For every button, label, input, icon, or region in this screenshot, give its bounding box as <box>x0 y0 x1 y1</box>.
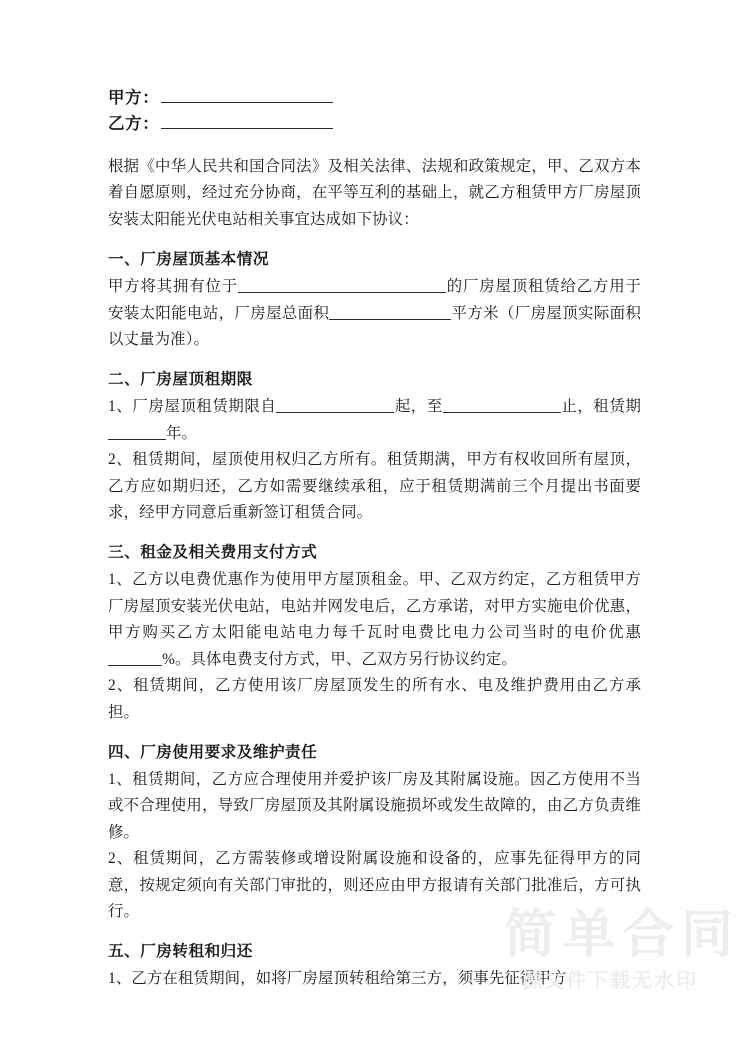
section-body <box>108 394 641 526</box>
clause-paragraph <box>108 673 641 726</box>
section-body <box>108 567 641 725</box>
fill-in-blank[interactable] <box>276 399 394 413</box>
clause-text: 1、厂房屋顶租赁期限自 <box>108 398 277 416</box>
party-label: 乙方： <box>108 114 160 133</box>
contract-section <box>108 939 641 992</box>
party-signature-line <box>108 112 641 136</box>
fill-in-blank[interactable] <box>443 399 561 413</box>
section-body <box>108 274 641 353</box>
clause-paragraph <box>108 447 641 526</box>
clause-text: 起，至 <box>394 398 443 416</box>
clause-paragraph <box>108 394 641 447</box>
party-signature-line <box>108 86 641 110</box>
contract-section <box>108 540 641 725</box>
watermark-sub-text: 源文件下载无水印 <box>522 968 698 992</box>
party-label: 甲方： <box>108 88 160 107</box>
section-heading: 三、租金及相关费用支付方式 <box>108 544 318 562</box>
clause-text: 1、租赁期间，乙方应合理使用并爱护该厂房及其附属设施。因乙方使用不当或不合理使用，导致厂房屋顶及其附属设施损坏或发生故障的，由乙方负责维修。 <box>108 770 641 841</box>
fill-in-blank[interactable] <box>108 426 166 440</box>
clause-text: 平方米（厂房屋顶实际面积以丈量为准）。 <box>108 304 641 349</box>
section-body <box>108 767 641 925</box>
clause-paragraph <box>108 767 641 846</box>
fill-in-blank[interactable] <box>108 652 162 666</box>
clause-paragraph <box>108 846 641 925</box>
clause-text: 的厂房屋顶租赁给乙方用于安装太阳能电站，厂房屋总面积 <box>108 278 641 322</box>
party-fill-in-blank[interactable] <box>161 88 333 103</box>
contract-section <box>108 247 641 353</box>
clause-paragraph <box>108 567 641 673</box>
document-content <box>108 86 641 993</box>
section-heading: 二、厂房屋顶租期限 <box>108 371 253 389</box>
clause-text: 2、租赁期间，屋顶使用权归乙方所有。租赁期满，甲方有权收回所有屋顶，乙方应如期归还，乙方如需要继续承租，应于租赁期满前三个月提出书面要求，经甲方同意后重新签订租赁合同。 <box>108 451 641 522</box>
contract-section <box>108 740 641 925</box>
clause-text: 止，租赁期 <box>560 398 641 416</box>
watermark-main-text: 简单合同 <box>503 905 740 965</box>
section-heading: 一、厂房屋顶基本情况 <box>108 251 269 269</box>
clause-text: 甲方将其拥有位于 <box>108 278 238 296</box>
clause-text: 2、租赁期间，乙方使用该厂房屋顶发生的所有水、电及维护费用由乙方承担。 <box>108 677 641 721</box>
party-fill-in-blank[interactable] <box>161 114 333 129</box>
clause-text: 1、乙方以电费优惠作为使用甲方屋顶租金。甲、乙双方约定，乙方租赁甲方厂房屋顶安装光伏电站，电站并网发电后，乙方承诺，对甲方实施电价优惠，甲方购买乙方太阳能电站电力每千瓦时电费比电力公司当时的电价优惠 <box>108 571 641 642</box>
party-signature-block <box>108 86 641 136</box>
sections-container <box>108 247 641 993</box>
fill-in-blank[interactable] <box>238 279 446 293</box>
section-heading: 四、厂房使用要求及维护责任 <box>108 743 318 761</box>
clause-paragraph <box>108 966 641 992</box>
preamble-paragraph: 根据《中华人民共和国合同法》及相关法律、法规和政策规定，甲、乙双方本着自愿原则，经过充分协商，在平等互利的基础上，就乙方租赁甲方厂房屋顶安装太阳能光伏电站相关事宜达成如下协议： <box>108 158 641 228</box>
section-body <box>108 966 641 992</box>
clause-text: 1、乙方在租赁期间，如将厂房屋顶转租给第三方，须事先征得甲方 <box>108 970 567 988</box>
clause-text: 年。 <box>166 424 198 442</box>
section-heading: 五、厂房转租和归还 <box>108 943 253 961</box>
fill-in-blank[interactable] <box>329 306 451 320</box>
clause-text: 2、租赁期间，乙方需装修或增设附属设施和设备的，应事先征得甲方的同意，按规定须向有关部门审批的，则还应由甲方报请有关部门批准后，方可执行。 <box>108 850 641 920</box>
clause-paragraph <box>108 274 641 353</box>
contract-section <box>108 367 641 526</box>
clause-text: %。具体电费支付方式，甲、乙双方另行协议约定。 <box>162 650 517 668</box>
